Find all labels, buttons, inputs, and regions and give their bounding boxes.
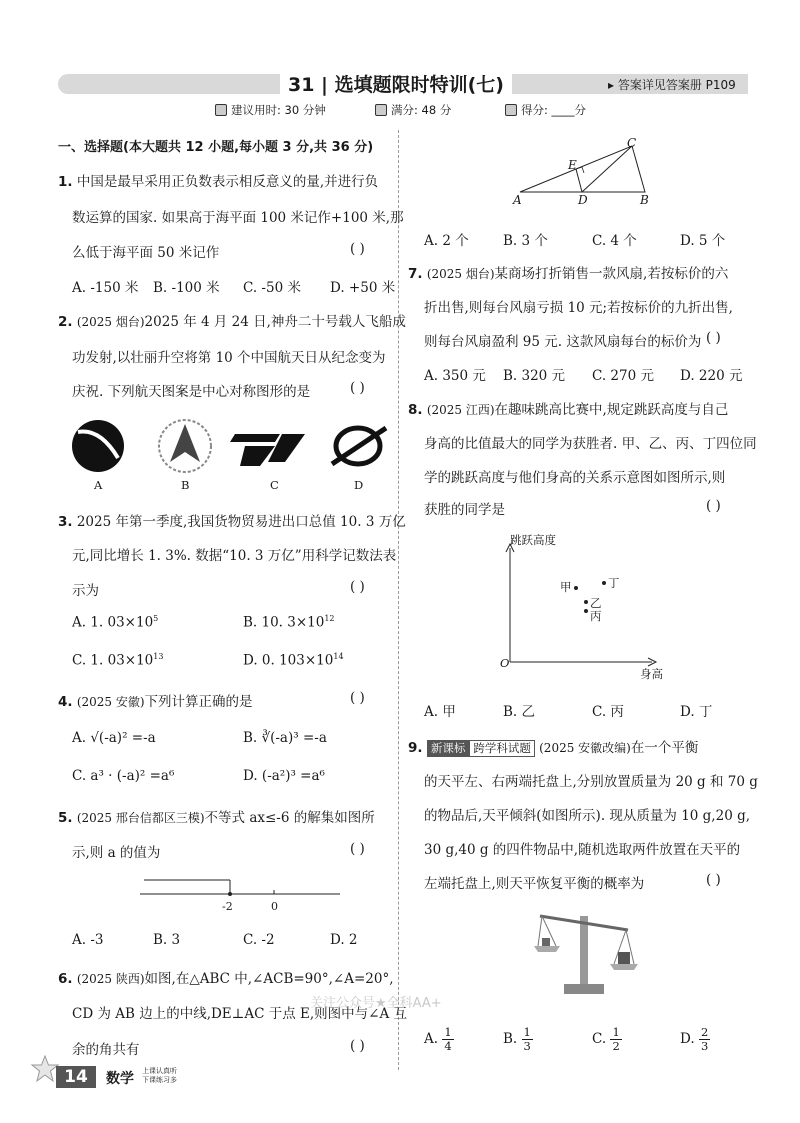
point-label-a: A: [513, 193, 522, 207]
time-info: 建议用时: 30 分钟: [215, 102, 326, 118]
label-jia: 甲: [560, 580, 572, 594]
score-icon: [505, 104, 517, 116]
point-ding: [602, 581, 606, 585]
option-c[interactable]: C. 270 元: [592, 368, 654, 384]
answer-blank[interactable]: ( ): [706, 872, 721, 888]
option-c[interactable]: C. 4 个: [592, 233, 637, 249]
option-c[interactable]: C. $\frac{1}{2}$: [592, 1025, 620, 1053]
answer-blank[interactable]: ( ): [706, 498, 721, 514]
option-a[interactable]: A: [94, 478, 103, 492]
option-d[interactable]: D. 丁: [680, 704, 713, 720]
emblem-d-icon[interactable]: [332, 428, 386, 464]
point-yi: [584, 600, 588, 604]
option-a[interactable]: A. -3: [72, 932, 104, 948]
option-b[interactable]: B. ∛(-a)³ =-a: [243, 730, 327, 746]
column-divider: [398, 130, 399, 1070]
point-bing: [584, 609, 588, 613]
page-number: 14: [56, 1066, 96, 1088]
answer-blank[interactable]: ( ): [350, 841, 365, 857]
option-c[interactable]: C. 1. $03\times 10^{13}$: [72, 652, 164, 669]
label-ding: 丁: [608, 576, 620, 590]
option-c[interactable]: C: [270, 478, 279, 492]
answer-blank[interactable]: ( ): [706, 330, 721, 346]
answer-blank[interactable]: ( ): [350, 579, 365, 595]
answer-blank[interactable]: ( ): [350, 241, 365, 257]
score-info: 得分: ____分: [505, 102, 586, 118]
answer-blank[interactable]: ( ): [350, 380, 365, 396]
balance-scale-image: [530, 904, 640, 1000]
option-b[interactable]: B: [181, 478, 190, 492]
tick-label: 0: [271, 900, 278, 913]
point-label-e: E: [568, 158, 577, 172]
number-line: [140, 872, 340, 916]
jump-height-scatter: [500, 540, 660, 670]
cross-subject-tag: 跨学科试题: [469, 740, 535, 757]
tick-label: -2: [222, 900, 233, 913]
option-c[interactable]: C. 丙: [592, 704, 624, 720]
scroll-icon: [375, 104, 387, 116]
option-d[interactable]: D. 220 元: [680, 368, 743, 384]
option-c[interactable]: C. a³ · (-a)² =a⁶: [72, 768, 175, 784]
answer-blank[interactable]: ( ): [350, 690, 365, 706]
emblem-b-icon[interactable]: [159, 420, 211, 472]
point-jia: [574, 586, 578, 590]
option-a[interactable]: A. $\frac{1}{4}$: [424, 1025, 452, 1053]
option-d[interactable]: D. $\frac{2}{3}$: [680, 1025, 709, 1053]
option-b[interactable]: B. 320 元: [503, 368, 566, 384]
option-d[interactable]: D: [354, 478, 364, 492]
option-c[interactable]: C. -2: [243, 932, 275, 948]
boundary-point: [228, 892, 232, 896]
emblem-a-icon[interactable]: [72, 420, 124, 472]
page-title: 31 | 选填题限时特训(七): [280, 70, 512, 97]
option-c[interactable]: C. -50 米: [243, 280, 301, 296]
option-d[interactable]: D. 5 个: [680, 233, 726, 249]
origin-label: O: [500, 656, 510, 670]
option-a[interactable]: A. 350 元: [424, 368, 486, 384]
option-b[interactable]: B. 3 个: [503, 233, 548, 249]
label-yi: 乙: [590, 596, 602, 610]
option-b[interactable]: B. -100 米: [153, 280, 220, 296]
emblem-c-icon[interactable]: [230, 434, 305, 466]
subject-label: 数学: [106, 1071, 134, 1087]
option-b[interactable]: B. 乙: [503, 704, 536, 720]
space-emblem-figures: [70, 418, 390, 478]
option-a[interactable]: A. -150 米: [72, 280, 139, 296]
x-axis-label: 身高: [640, 667, 663, 681]
option-b[interactable]: B. $\frac{1}{3}$: [503, 1025, 531, 1053]
point-label-c: C: [627, 136, 637, 150]
answer-reference: ▸ 答案详见答案册 P109: [608, 78, 736, 92]
option-d[interactable]: D. (-a²)³ =a⁶: [243, 768, 325, 784]
y-axis-label: 跳跃高度: [510, 533, 556, 547]
footer-slogan: 上课认真听 下课练习多: [142, 1067, 177, 1084]
median-cd: [582, 146, 632, 192]
option-b[interactable]: B. 10. $3\times 10^{12}$: [243, 614, 335, 631]
clock-icon: [215, 104, 227, 116]
watermark: 关注公众号★全科AA+: [310, 996, 442, 1011]
perpendicular-de: [576, 169, 582, 192]
option-a[interactable]: A. √(-a)² =-a: [72, 730, 156, 746]
option-d[interactable]: D. 0. $103\times 10^{14}$: [243, 652, 344, 669]
section-heading: 一、选择题(本大题共 12 小题,每小题 3 分,共 36 分): [58, 140, 374, 155]
full-score-info: 满分: 48 分: [375, 102, 451, 118]
option-d[interactable]: D. 2: [330, 932, 358, 948]
option-a[interactable]: A. 1. $03\times 10^5$: [72, 614, 159, 631]
point-label-d: D: [578, 193, 588, 207]
option-a[interactable]: A. 甲: [424, 704, 456, 720]
option-b[interactable]: B. 3: [153, 932, 181, 948]
label-bing: 丙: [590, 609, 602, 623]
option-a[interactable]: A. 2 个: [424, 233, 469, 249]
point-label-b: B: [640, 193, 649, 207]
option-d[interactable]: D. +50 米: [330, 280, 396, 296]
answer-blank[interactable]: ( ): [350, 1038, 365, 1054]
new-curriculum-tag: 新课标: [427, 740, 470, 757]
